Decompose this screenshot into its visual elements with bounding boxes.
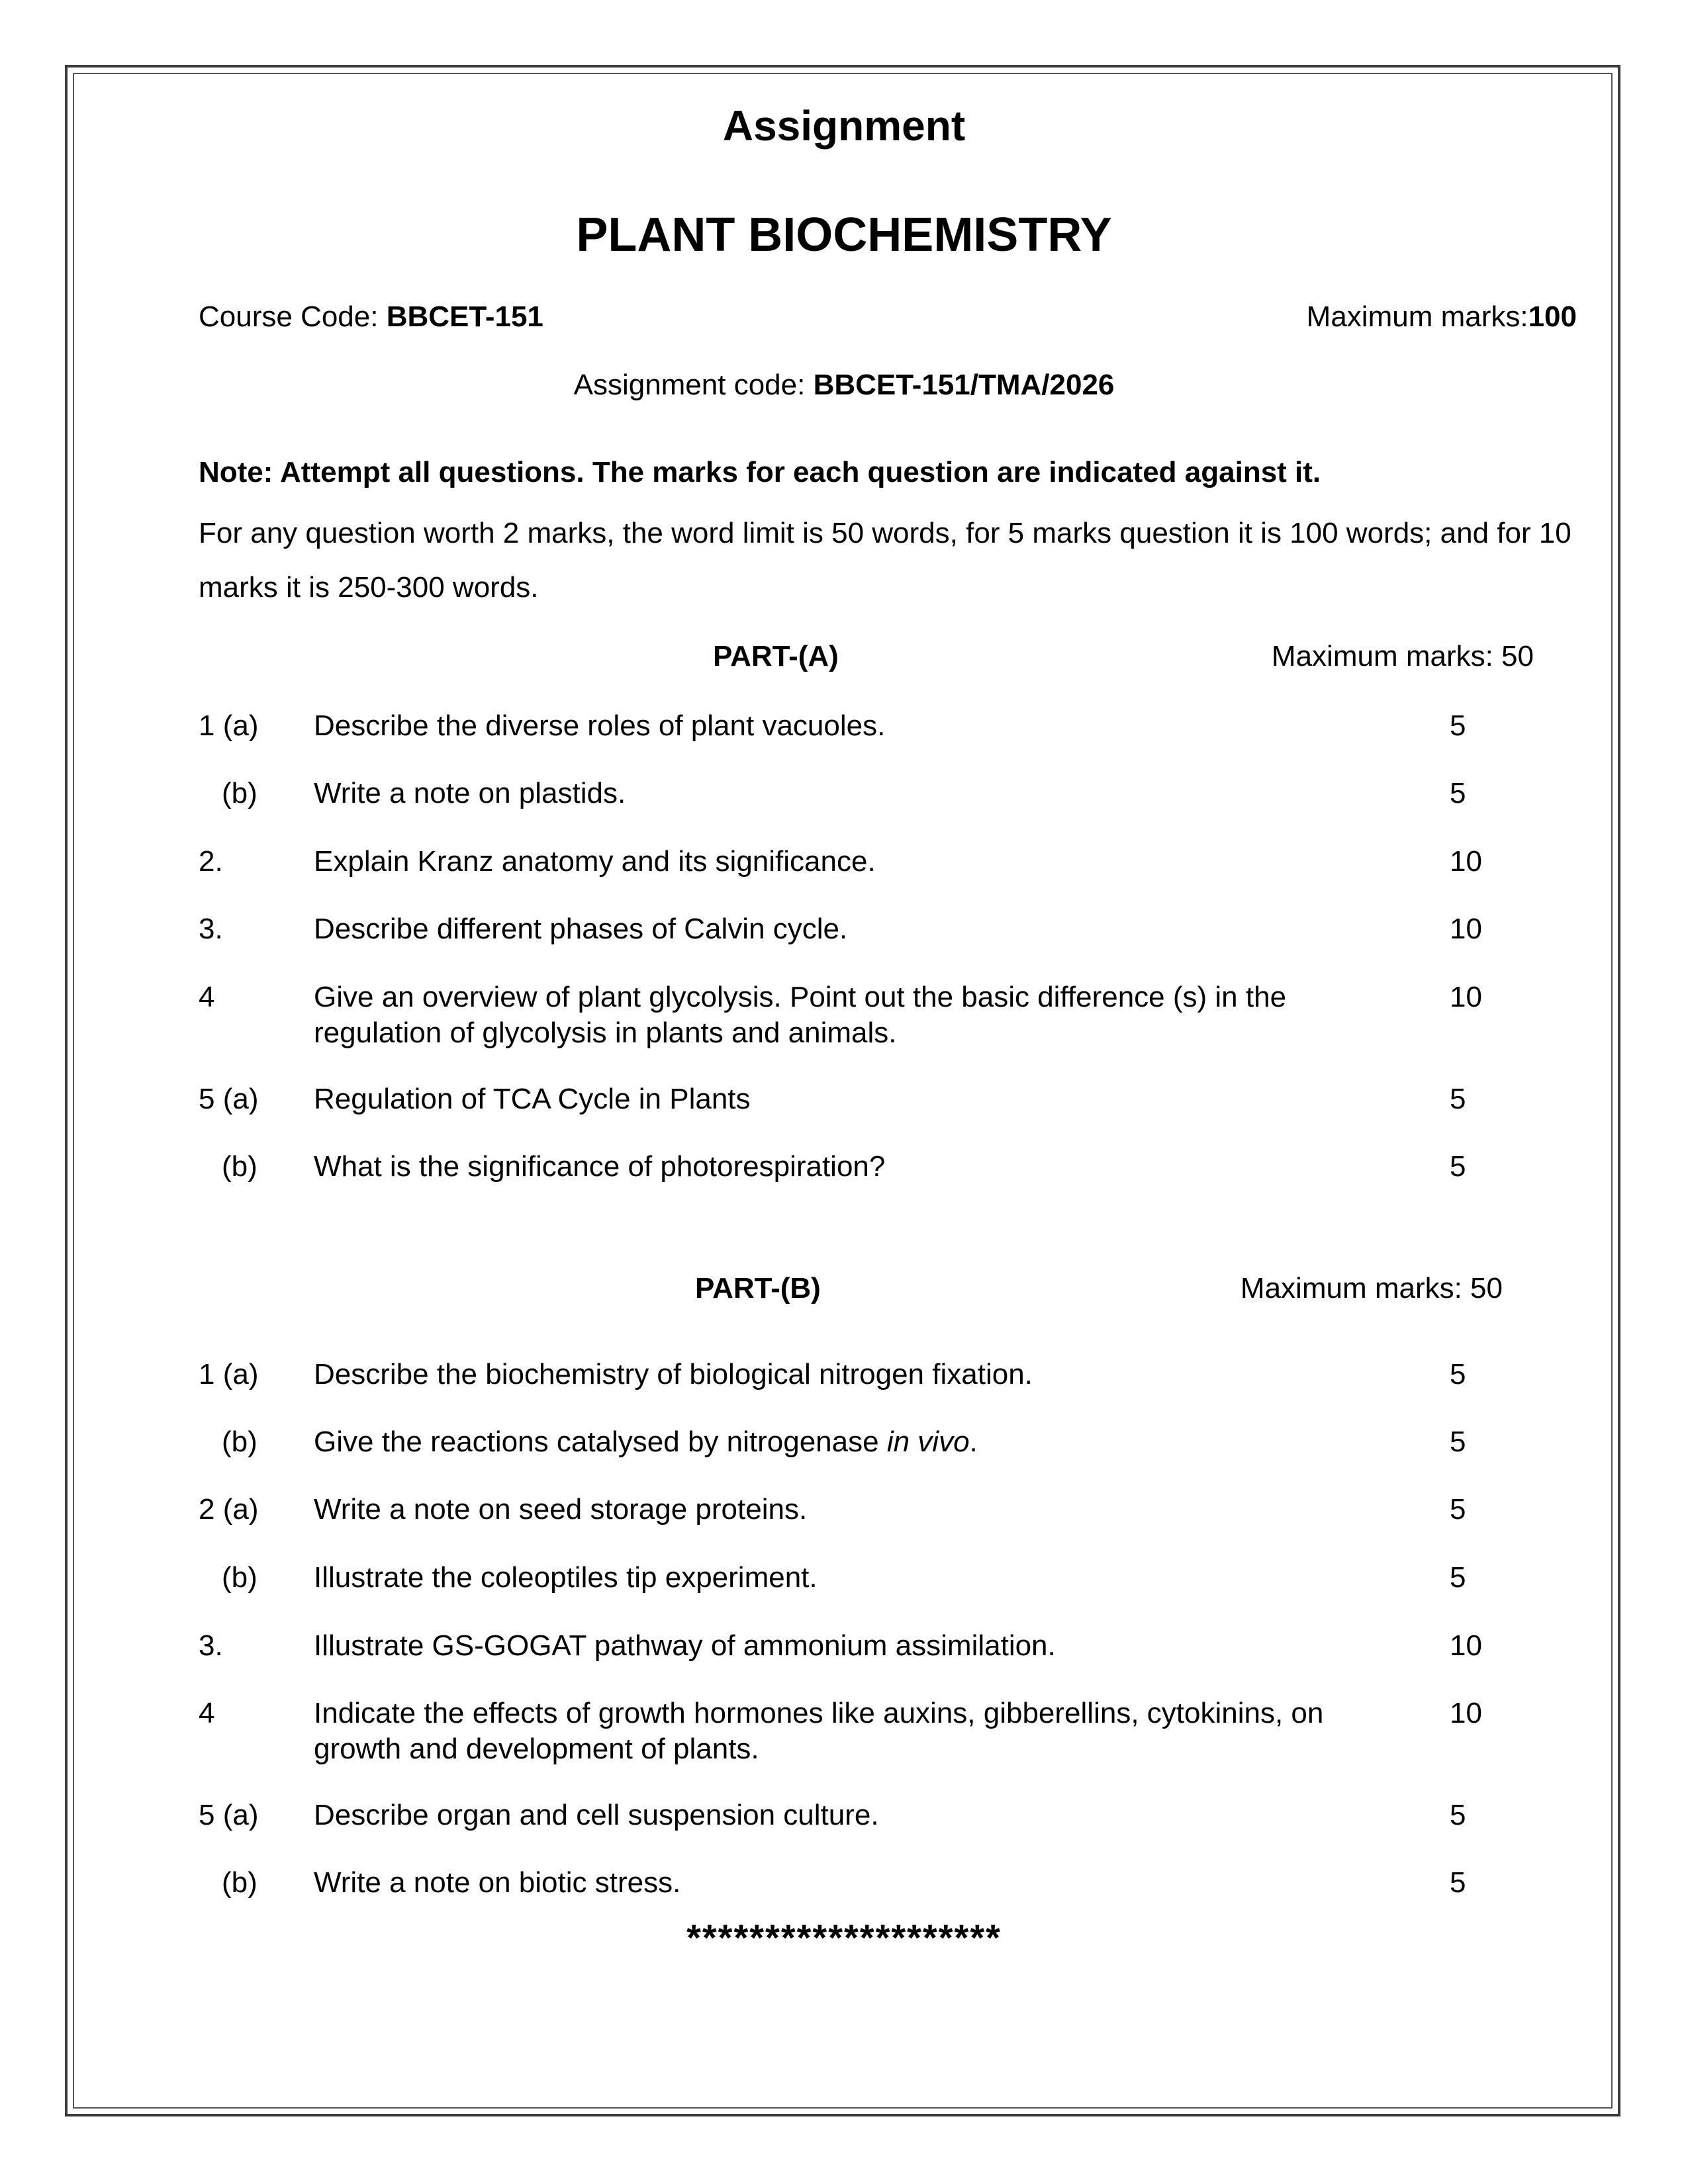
maximum-marks-label: Maximum marks: <box>1306 300 1528 333</box>
question-marks: 5 <box>1450 777 1466 809</box>
note-body: For any question worth 2 marks, the word limit is 50 words, for 5 marks question it is 100 words; and for 10 marks it is 250-300 words. <box>199 517 1571 604</box>
question-marks: 5 <box>1450 1493 1466 1525</box>
question-marks: 10 <box>1450 1697 1482 1729</box>
question-text: Indicate the effects of growth hormones like auxins, gibberellins, cytokinins, on growth and development of plants. <box>314 1697 1324 1765</box>
question-text: Explain Kranz anatomy and its significance. <box>314 845 876 878</box>
question-number: 4 <box>199 981 215 1013</box>
question-number: 2 (a) <box>199 1493 259 1525</box>
end-separator: ******************** <box>686 1917 1002 1958</box>
assignment-code-line <box>0 367 1688 403</box>
question-text: Regulation of TCA Cycle in Plants <box>314 1083 751 1115</box>
question-number: 5 (a) <box>199 1799 259 1831</box>
question-number: (b) <box>222 1561 258 1594</box>
question-text: Describe organ and cell suspension culture. <box>314 1799 879 1831</box>
question-marks: 5 <box>1450 709 1466 742</box>
part-a-max-marks: Maximum marks: 50 <box>1271 640 1534 672</box>
maximum-marks-line <box>1307 299 1577 335</box>
question-text: Illustrate the coleoptiles tip experiment. <box>314 1561 818 1594</box>
question-text: Describe different phases of Calvin cycle. <box>314 913 848 945</box>
question-marks: 10 <box>1450 1629 1482 1662</box>
question-number: 4 <box>199 1697 215 1729</box>
question-marks: 10 <box>1450 845 1482 878</box>
course-code-line <box>199 299 543 335</box>
question-text: Illustrate GS-GOGAT pathway of ammonium assimilation. <box>314 1629 1056 1662</box>
question-number: 3. <box>199 1629 223 1662</box>
question-marks: 5 <box>1450 1799 1466 1831</box>
question-text <box>314 1424 1373 1460</box>
question-marks: 10 <box>1450 981 1482 1013</box>
question-text: Give an overview of plant glycolysis. Point out the basic difference (s) in the regulation of glycolysis in plants and animals. <box>314 981 1287 1049</box>
part-b-max-marks: Maximum marks: 50 <box>1240 1272 1503 1304</box>
course-code-value: BBCET-151 <box>386 300 543 333</box>
question-text-italic: in vivo <box>886 1426 970 1458</box>
question-number: 1 (a) <box>199 709 259 742</box>
question-text: Write a note on biotic stress. <box>314 1866 681 1899</box>
question-marks: 5 <box>1450 1150 1466 1183</box>
question-marks: 5 <box>1450 1561 1466 1594</box>
question-text: Write a note on seed storage proteins. <box>314 1493 808 1525</box>
assignment-code-label: Assignment code: <box>573 369 814 401</box>
question-number: 3. <box>199 913 223 945</box>
part-a-title: PART-(A) <box>713 640 839 672</box>
question-number: 2. <box>199 845 223 878</box>
question-marks: 5 <box>1450 1426 1466 1458</box>
subject-title: PLANT BIOCHEMISTRY <box>576 208 1112 261</box>
question-marks: 5 <box>1450 1358 1466 1390</box>
assignment-code-value: BBCET-151/TMA/2026 <box>813 369 1115 401</box>
question-text-part: . <box>969 1426 978 1458</box>
part-b-title: PART-(B) <box>695 1272 821 1304</box>
question-marks: 5 <box>1450 1083 1466 1115</box>
question-number: (b) <box>222 1866 258 1899</box>
course-code-label: Course Code: <box>199 300 387 333</box>
note-heading: Note: Attempt all questions. The marks for each question are indicated against it. <box>199 456 1321 488</box>
question-marks: 10 <box>1450 913 1482 945</box>
document-type-heading: Assignment <box>722 102 966 150</box>
maximum-marks-value: 100 <box>1528 300 1577 333</box>
question-number: (b) <box>222 1150 258 1183</box>
question-text: Describe the biochemistry of biological nitrogen fixation. <box>314 1358 1033 1390</box>
question-number: (b) <box>222 1426 258 1458</box>
question-number: (b) <box>222 777 258 809</box>
question-text-part: Give the reactions catalysed by nitrogenase <box>314 1426 887 1458</box>
question-text: What is the significance of photorespiration? <box>314 1150 886 1183</box>
question-number: 1 (a) <box>199 1358 259 1390</box>
question-number: 5 (a) <box>199 1083 259 1115</box>
question-text: Describe the diverse roles of plant vacuoles. <box>314 709 886 742</box>
question-marks: 5 <box>1450 1866 1466 1899</box>
question-text: Write a note on plastids. <box>314 777 626 809</box>
